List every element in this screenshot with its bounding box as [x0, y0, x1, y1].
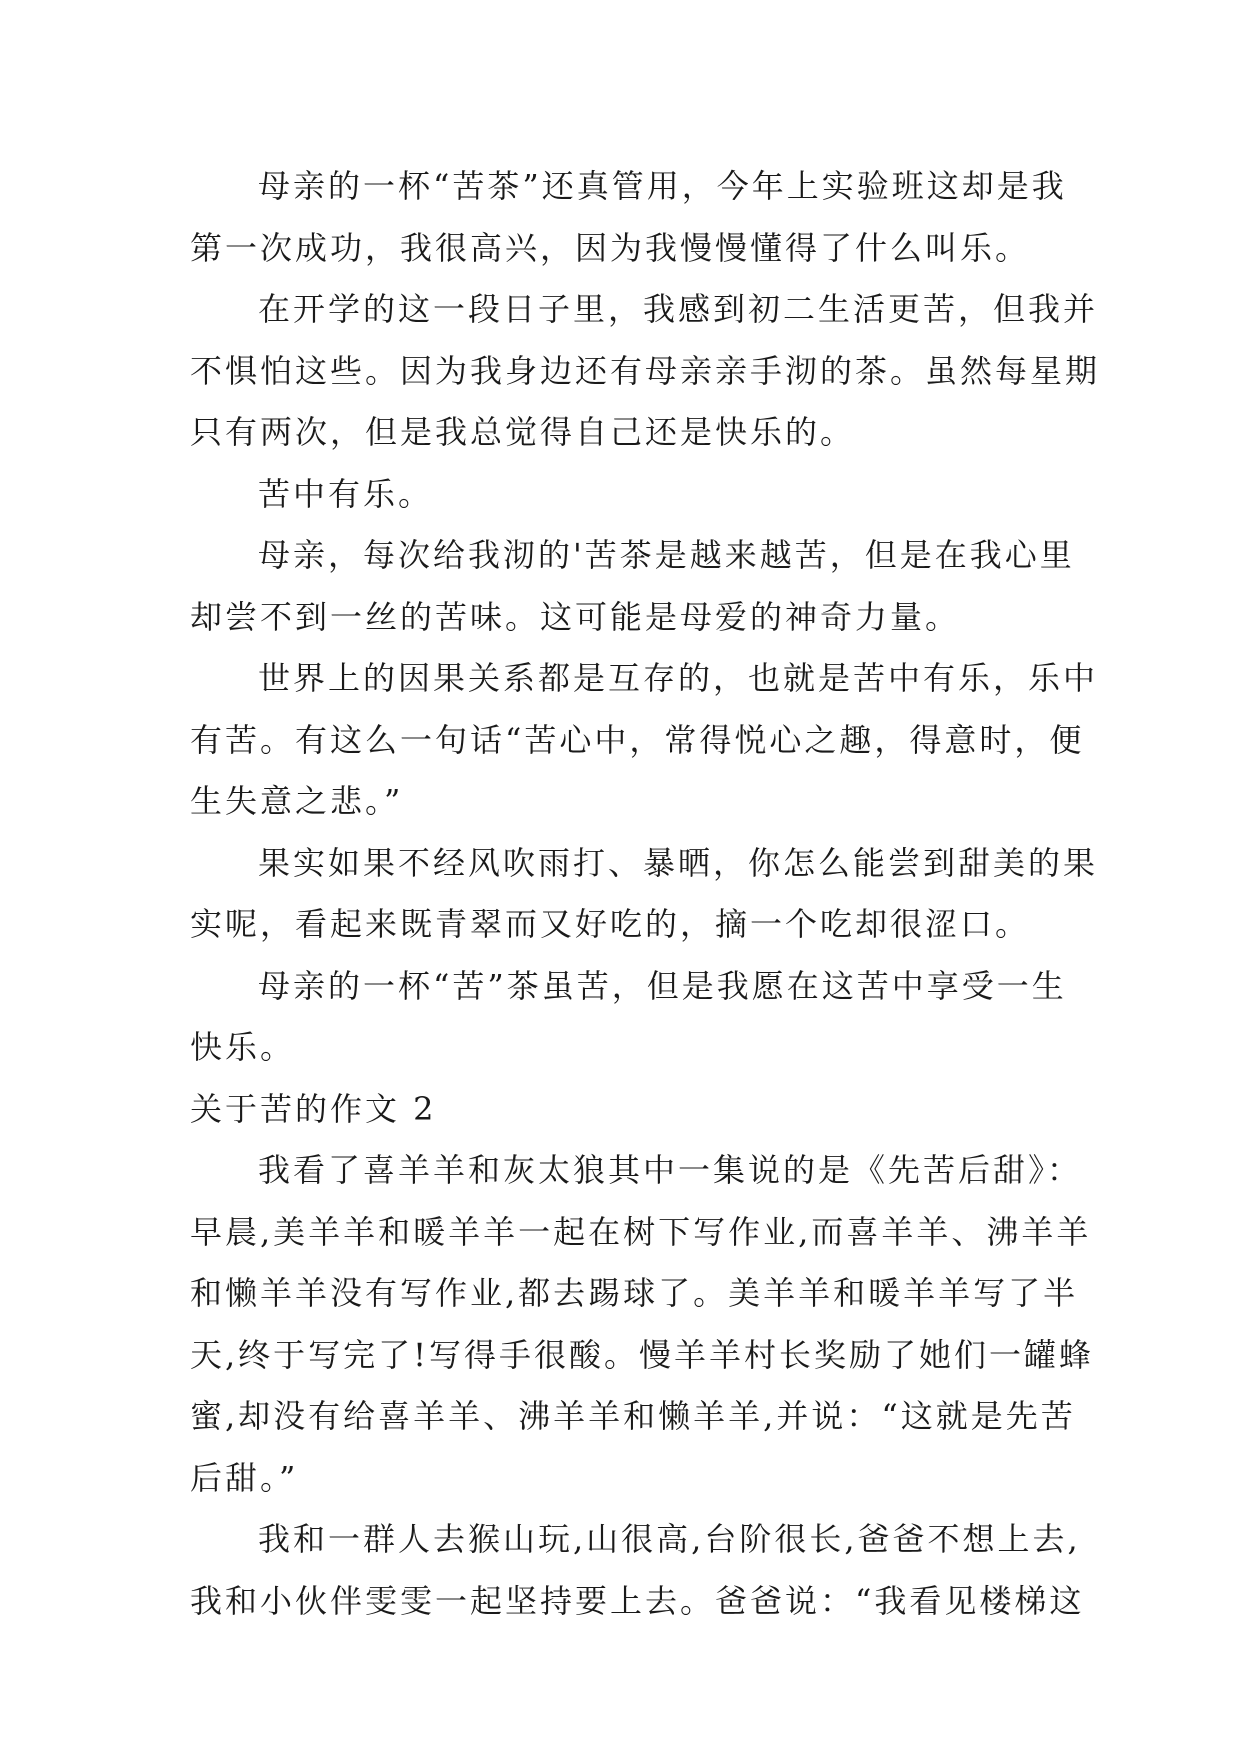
document-body — [190, 156, 1101, 1632]
text-line: 生失意之悲。” — [190, 782, 404, 820]
text-line: 世界上的因果关系都是互存的，也就是苦中有乐，乐中 — [258, 659, 1099, 697]
text-line: 早晨,美羊羊和暖羊羊一起在树下写作业,而喜羊羊、沸羊羊 — [190, 1212, 1092, 1251]
text-line: 第一次成功，我很高兴，因为我慢慢懂得了什么叫乐。 — [190, 228, 1031, 267]
text-line: 母亲的一杯“苦”茶虽苦，但是我愿在这苦中享受一生 — [258, 966, 1067, 1005]
text-line: 我和小伙伴雯雯一起坚持要上去。爸爸说：“我看见楼梯这 — [190, 1581, 1085, 1620]
text-line: 不惧怕这些。因为我身边还有母亲亲手沏的茶。虽然每星期 — [190, 351, 1101, 390]
text-line: 我看了喜羊羊和灰太狼其中一集说的是《先苦后甜》： — [258, 1151, 1083, 1189]
text-line: 和懒羊羊没有写作业,都去踢球了。美羊羊和暖羊羊写了半 — [190, 1274, 1079, 1312]
text-line: 母亲，每次给我沏的'苦茶是越来越苦，但是在我心里 — [258, 536, 1075, 574]
text-line: 我和一群人去猴山玩,山很高,台阶很长,爸爸不想上去, — [258, 1520, 1081, 1558]
text-line: 有苦。有这么一句话“苦心中，常得悦心之趣，得意时，便 — [190, 720, 1085, 759]
text-line: 蜜,却没有给喜羊羊、沸羊羊和懒羊羊,并说：“这就是先苦 — [190, 1397, 1076, 1435]
text-line: 苦中有乐。 — [258, 474, 434, 513]
text-line: 快乐。 — [190, 1028, 296, 1066]
text-line: 果实如果不经风吹雨打、暴晒，你怎么能尝到甜美的果 — [258, 843, 1099, 882]
text-line: 天,终于写完了!写得手很酸。慢羊羊村长奖励了她们一罐蜂 — [190, 1335, 1095, 1374]
text-line: 实呢，看起来既青翠而又好吃的，摘一个吃却很涩口。 — [190, 905, 1031, 943]
text-line: 母亲的一杯“苦茶”还真管用，今年上实验班这却是我 — [258, 167, 1067, 205]
text-line: 后甜。” — [190, 1458, 299, 1497]
text-line: 在开学的这一段日子里，我感到初二生活更苦，但我并 — [258, 290, 1099, 328]
text-line: 却尝不到一丝的苦味。这可能是母爱的神奇力量。 — [190, 597, 961, 636]
section-heading: 关于苦的作文 2 — [190, 1089, 437, 1128]
text-line: 只有两次，但是我总觉得自己还是快乐的。 — [190, 413, 856, 451]
